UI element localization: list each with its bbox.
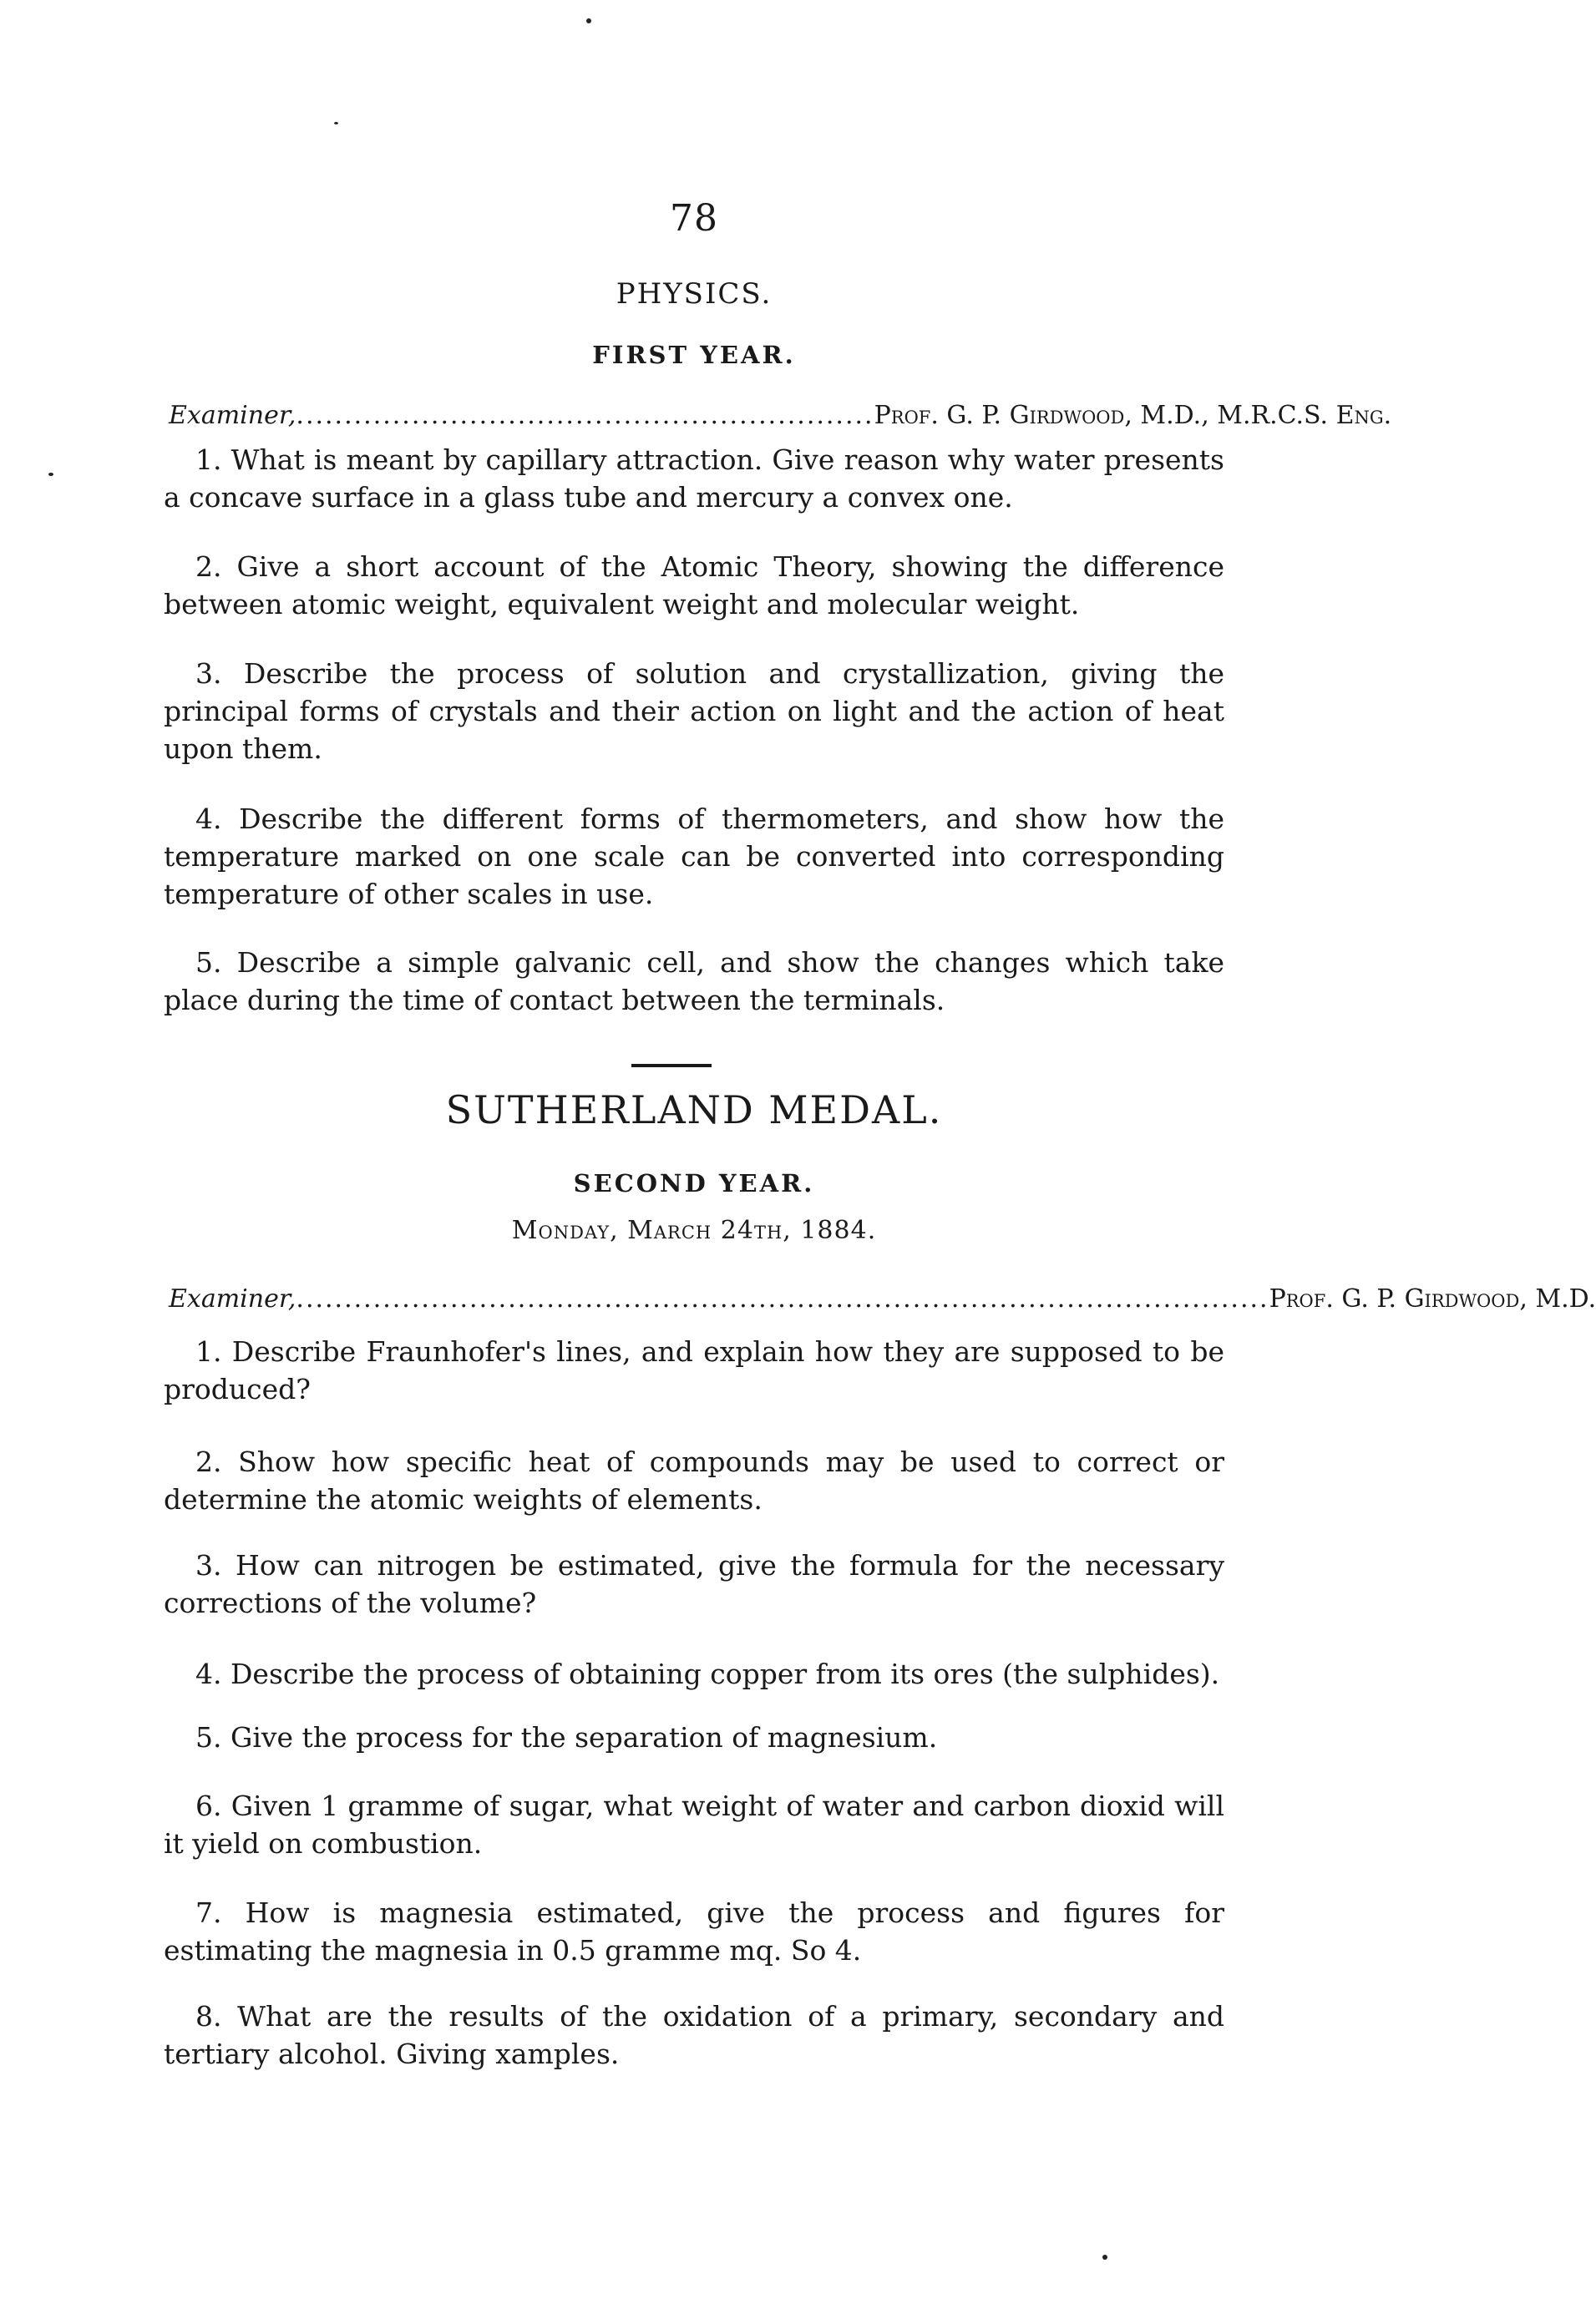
examiner-leader-dots: ..................................................................................................... [296, 1284, 1269, 1314]
exam-date: Monday, March 24th, 1884. [511, 1216, 877, 1245]
subject-heading: PHYSICS. [616, 277, 773, 311]
first-year-question-4: 4. Describe the different forms of thermometers, and show how the temperature marked on one scale can be converted into corresponding temperature of other scales in use. [164, 803, 1224, 910]
first-year-question-5: 5. Describe a simple galvanic cell, and show the changes which take place during the time of contact between the terminals. [164, 946, 1224, 1016]
first-year-question-2: 2. Give a short account of the Atomic Theory, showing the difference between atomic weight, equivalent weight and molecular weight. [164, 550, 1224, 620]
first-year-question-1: 1. What is meant by capillary attraction. Give reason why water presents a concave surface in a glass tube and mercury a convex one. [164, 443, 1224, 514]
document-page [164, 0, 1596, 2314]
second-year-question-7: 7. How is magnesia estimated, give the process and figures for estimating the magnesia in 0.5 gramme mq. So 4. [164, 1896, 1224, 1967]
examiner-label: Examiner, [169, 401, 296, 430]
second-year-question-5: 5. Give the process for the separation of magnesium. [195, 1721, 938, 1754]
examiner-name: Prof. G. P. Girdwood, M.D. [1269, 1284, 1596, 1314]
sutherland-medal-heading: SUTHERLAND MEDAL. [445, 1087, 943, 1132]
first-year-question-3: 3. Describe the process of solution and crystallization, giving the principal forms of crystals and their action on light and the action of heat upon them. [164, 657, 1224, 765]
second-year-question-4: 4. Describe the process of obtaining copper from its ores (the sulphides). [195, 1658, 1220, 1690]
second-year-examiner [169, 1284, 1596, 1314]
section-divider [631, 1064, 712, 1067]
second-year-question-2: 2. Show how specific heat of compounds may be used to correct or determine the atomic weights of elements. [164, 1446, 1224, 1516]
examiner-label: Examiner, [169, 1284, 296, 1314]
first-year-heading: FIRST YEAR. [592, 341, 796, 369]
second-year-question-8: 8. What are the results of the oxidation of a primary, secondary and tertiary alcohol. Giving xamples. [164, 2000, 1224, 2070]
second-year-question-1: 1. Describe Fraunhofer's lines, and explain how they are supposed to be produced? [164, 1335, 1224, 1405]
second-year-question-3: 3. How can nitrogen be estimated, give the formula for the necessary corrections of the volume? [164, 1549, 1224, 1619]
first-year-examiner [169, 401, 1392, 430]
second-year-question-6: 6. Given 1 gramme of sugar, what weight of water and carbon dioxid will it yield on combustion. [164, 1790, 1224, 1860]
examiner-name: Prof. G. P. Girdwood, M.D., M.R.C.S. Eng. [874, 401, 1392, 430]
page-number: 78 [670, 197, 718, 240]
examiner-leader-dots: ............................................................ [296, 401, 874, 430]
second-year-heading: SECOND YEAR. [573, 1169, 815, 1198]
ink-speck [48, 473, 53, 476]
